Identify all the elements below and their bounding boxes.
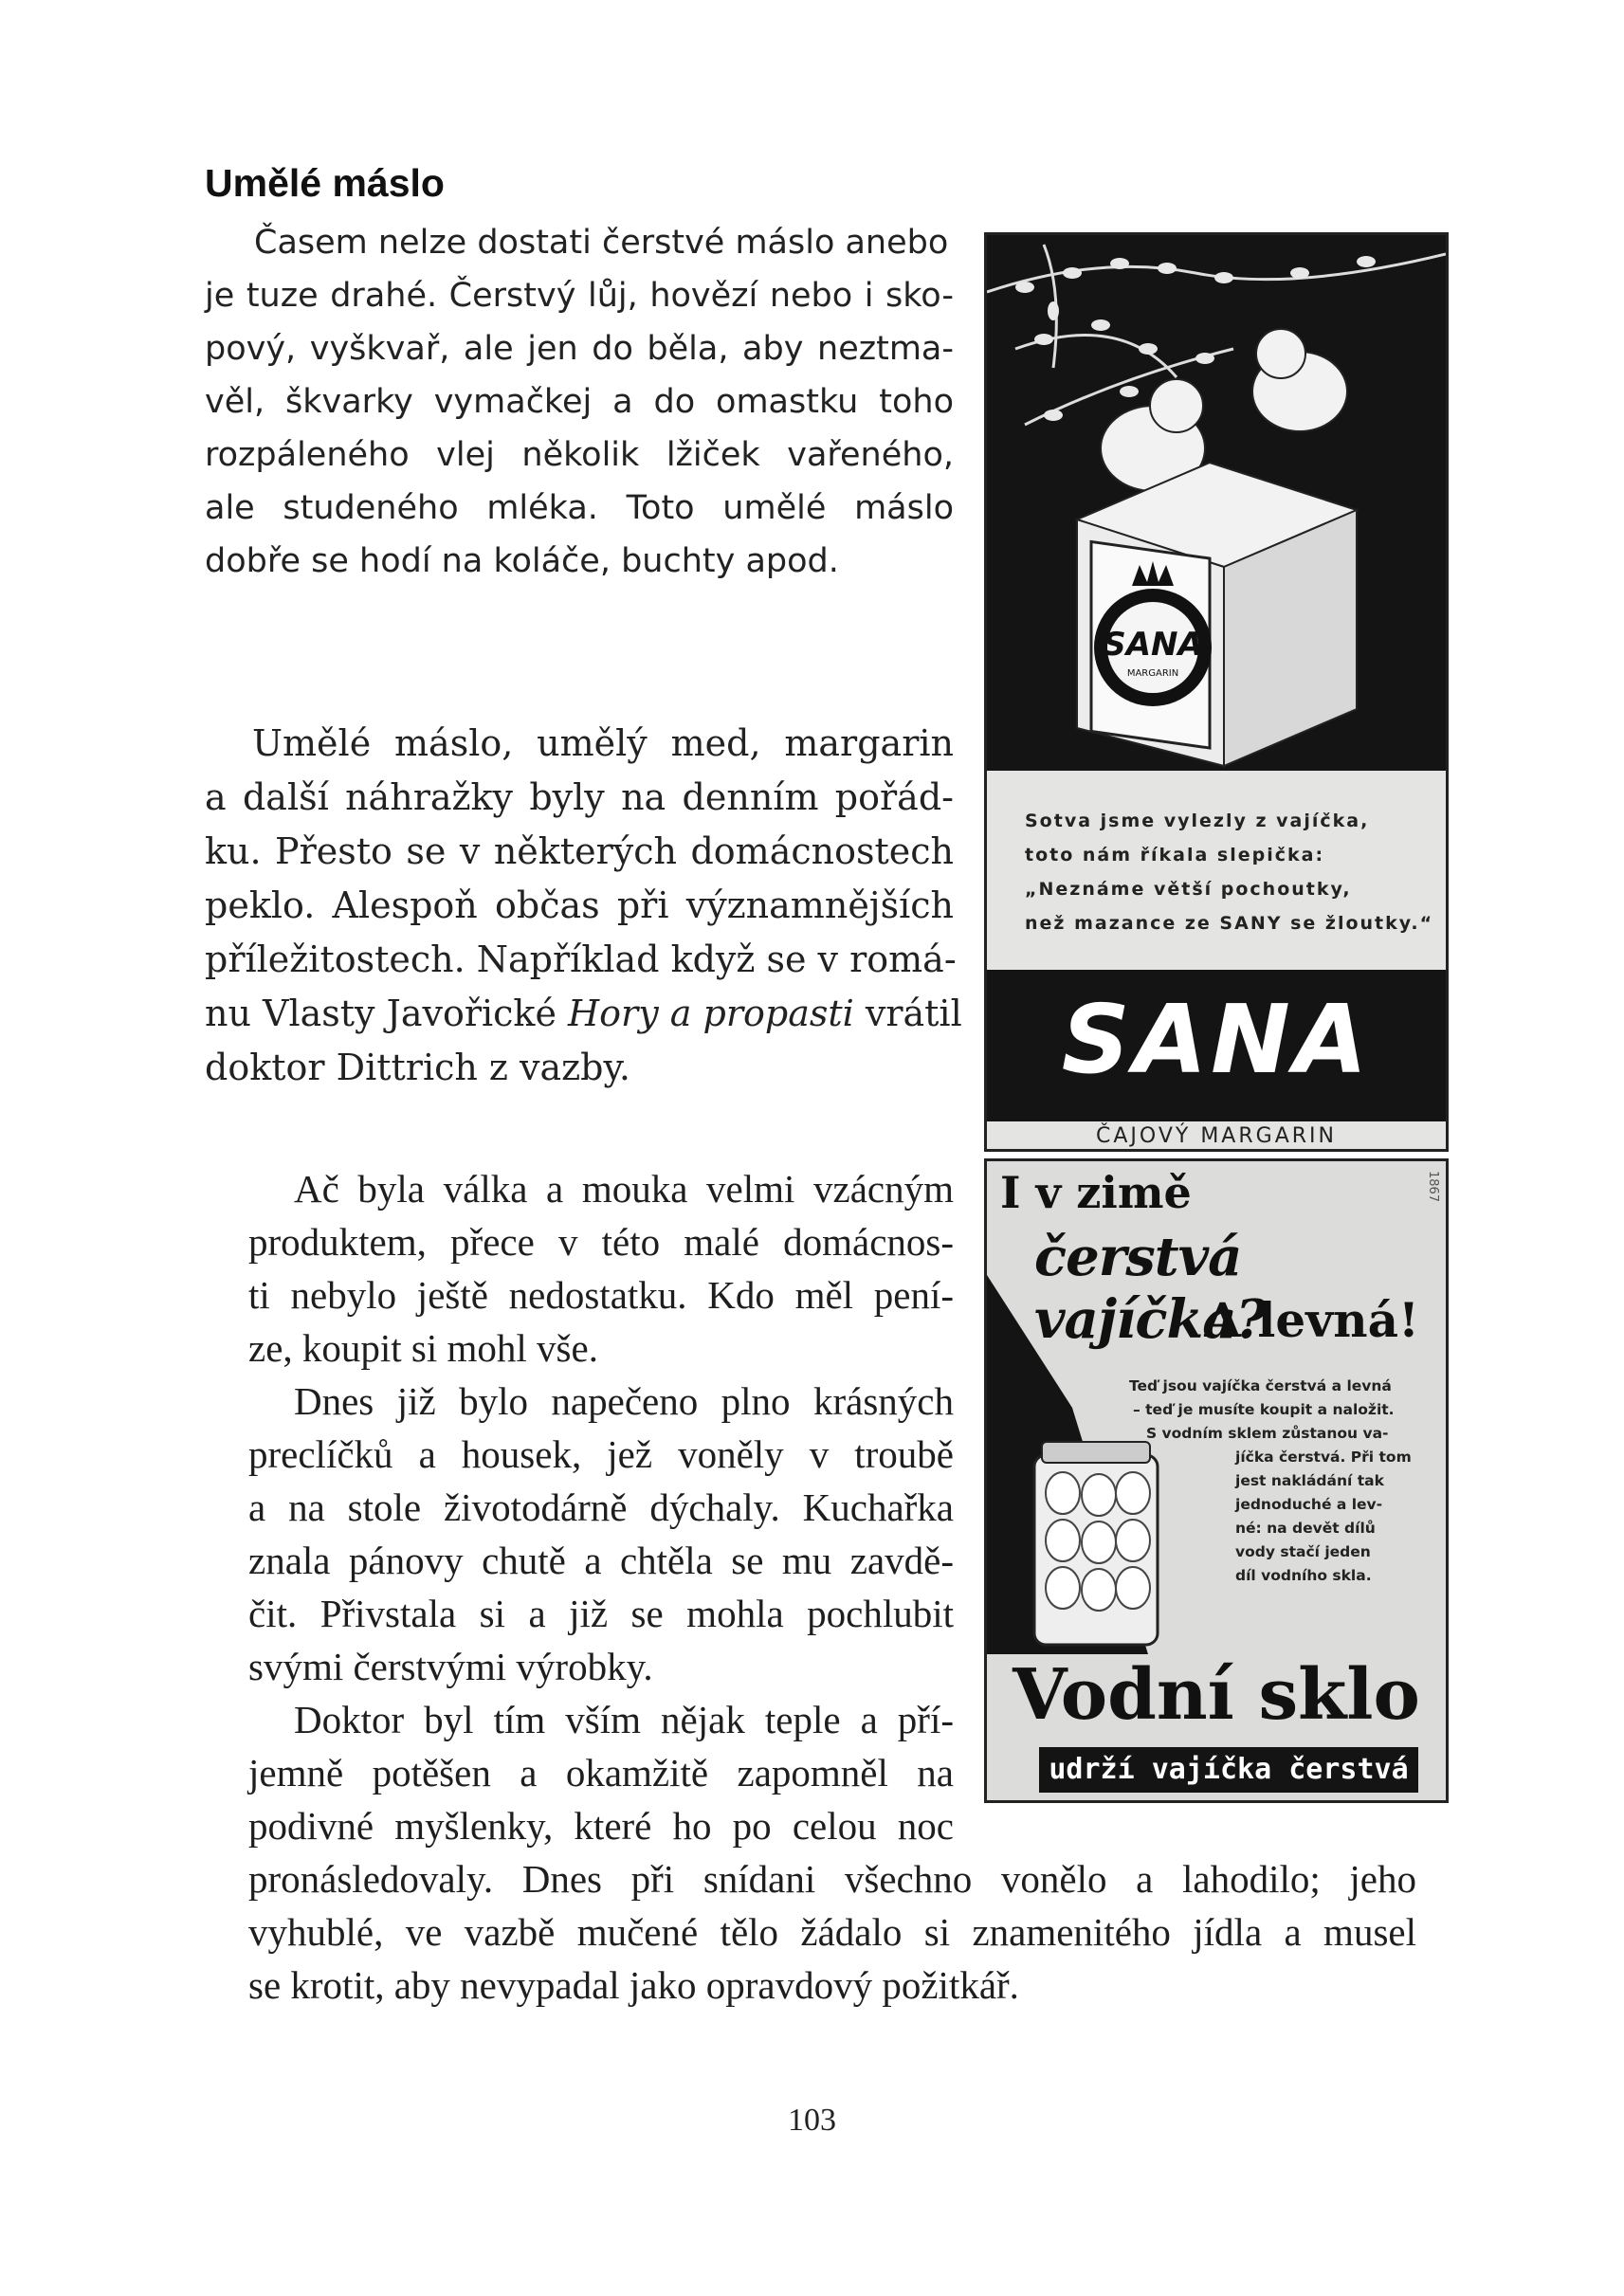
vodni-sklo-advertisement [984,1158,1449,1803]
vodni-body-line: díl vodního skla. [1235,1567,1372,1584]
commentary-line [205,987,962,1041]
commentary-line: příležitostech. Například když se v romá- [205,938,957,980]
commentary-text [205,717,962,1095]
sana-logo [1094,589,1212,706]
recipe-line: rozpáleného vlej několik lžiček vařeného, [205,436,954,474]
sana-logo-subtext: MARGARIN [1126,668,1179,679]
novel-excerpt-wide [248,1852,1416,2012]
novel-line: produktem, přece v této malé domácnos- [248,1220,954,1264]
novel-line: preclíčků a housek, jež voněly v troubě [248,1432,954,1476]
vodni-tagline: udrží vajíčka čerstvá [1039,1747,1418,1793]
sana-slogan [1025,804,1434,940]
sana-illustration [987,235,1446,771]
novel-line: Doktor byl tím vším nějak teple a pří- [294,1698,954,1741]
sana-subtitle: ČAJOVÝ MARGARIN [987,1121,1446,1152]
vodni-body-line: jíčka čerstvá. Při tom [1235,1449,1412,1466]
novel-line: čit. Přivstala si a již se mohla pochlubit [248,1592,954,1635]
novel-line: svými čerstvými výrobky. [248,1645,653,1688]
novel-line: ti nebylo ještě nedostatku. Kdo měl pení- [248,1273,954,1317]
novel-line: podivné myšlenky, které ho po celou noc [248,1804,954,1848]
commentary-line: ku. Přesto se v některých domácnostech [205,830,954,872]
vodni-body-line: jest nakládání tak [1235,1472,1384,1489]
vodni-title-1: I v zimě [1000,1167,1192,1218]
sana-logo-text: SANA [1103,626,1203,664]
recipe-line: ale studeného mléka. Toto umělé máslo [205,489,954,527]
willow-branch-icon [987,245,1446,425]
novel-line: vyhublé, ve vazbě mučené tělo žádalo si znamenitého jídla a musel [248,1910,1416,1954]
commentary-line-part: vrátil [853,993,962,1034]
recipe-line: pový, vyškvař, ale jen do běla, aby neztma- [205,330,954,368]
sana-slogan-line: Sotva jsme vylezly z vajíčka, [1025,811,1370,831]
sana-brand: SANA [1061,984,1372,1095]
sana-advertisement [984,232,1449,1152]
ad-code: 1867 [1426,1171,1440,1203]
novel-line: se krotit, aby nevypadal jako opravdový požitkář. [248,1963,1019,2007]
vodni-body-line: Teď jsou vajíčka čerstvá a levná [1129,1377,1392,1394]
novel-line: Ač byla válka a mouka velmi vzácným [294,1167,954,1211]
book-title: Hory a propasti [568,993,854,1034]
sana-slogan-line: „Neznáme větší pochoutky, [1025,879,1352,900]
commentary-line-part: nu Vlasty Javořické [205,993,569,1034]
novel-line: znala pánovy chutě a chtěla se mu zavdě- [248,1539,954,1582]
commentary-line: a další náhražky byly na denním pořád- [205,776,954,818]
recipe-line: Časem nelze dostati čerstvé máslo anebo [254,224,949,262]
vodni-body [1129,1375,1414,1588]
novel-line: pronásledovaly. Dnes při snídani všechno vonělo a lahodilo; jeho [248,1857,1416,1901]
vodni-title-2: čerstvá vajíčka? [1034,1226,1267,1351]
vodni-body-line: vody stačí jeden [1235,1543,1371,1560]
novel-line: jemně potěšen a okamžitě zapomněl na [248,1751,954,1795]
vodni-body-line: né: na devět dílů [1235,1520,1376,1537]
recipe-text [205,216,954,588]
recipe-line: je tuze drahé. Čerstvý lůj, hovězí nebo i sko- [205,277,954,315]
vodni-body-line: – teď je musíte koupit a naložit. [1133,1401,1395,1418]
sana-slogan-line: toto nám říkala slepička: [1025,845,1325,866]
commentary-line: doktor Dittrich z vazby. [205,1047,631,1088]
vodni-brand: Vodní sklo [1013,1654,1420,1736]
novel-line: a na stole životodárně dýchaly. Kuchařka [248,1485,954,1529]
vodni-body-line: jednoduché a lev- [1235,1496,1383,1513]
page-number: 103 [788,2103,836,2138]
commentary-line: Umělé máslo, umělý med, margarin [252,722,954,764]
recipe-line: dobře se hodí na koláče, buchty apod. [205,542,839,580]
novel-line: ze, koupit si mohl vše. [248,1326,598,1370]
recipe-line: věl, škvarky vymačkej a do omastku toho [205,383,954,421]
vodni-body-line: S vodním sklem zůstanou va- [1146,1425,1389,1442]
novel-line: Dnes již bylo napečeno plno krásných [294,1379,954,1423]
vodni-title-3: A levná! [1204,1292,1419,1348]
section-heading: Umělé máslo [205,161,445,205]
novel-excerpt [248,1162,954,1852]
commentary-line: peklo. Alespoň občas při významnějších [205,884,954,926]
sana-slogan-line: než mazance ze SANY se žloutky.“ [1025,913,1434,934]
